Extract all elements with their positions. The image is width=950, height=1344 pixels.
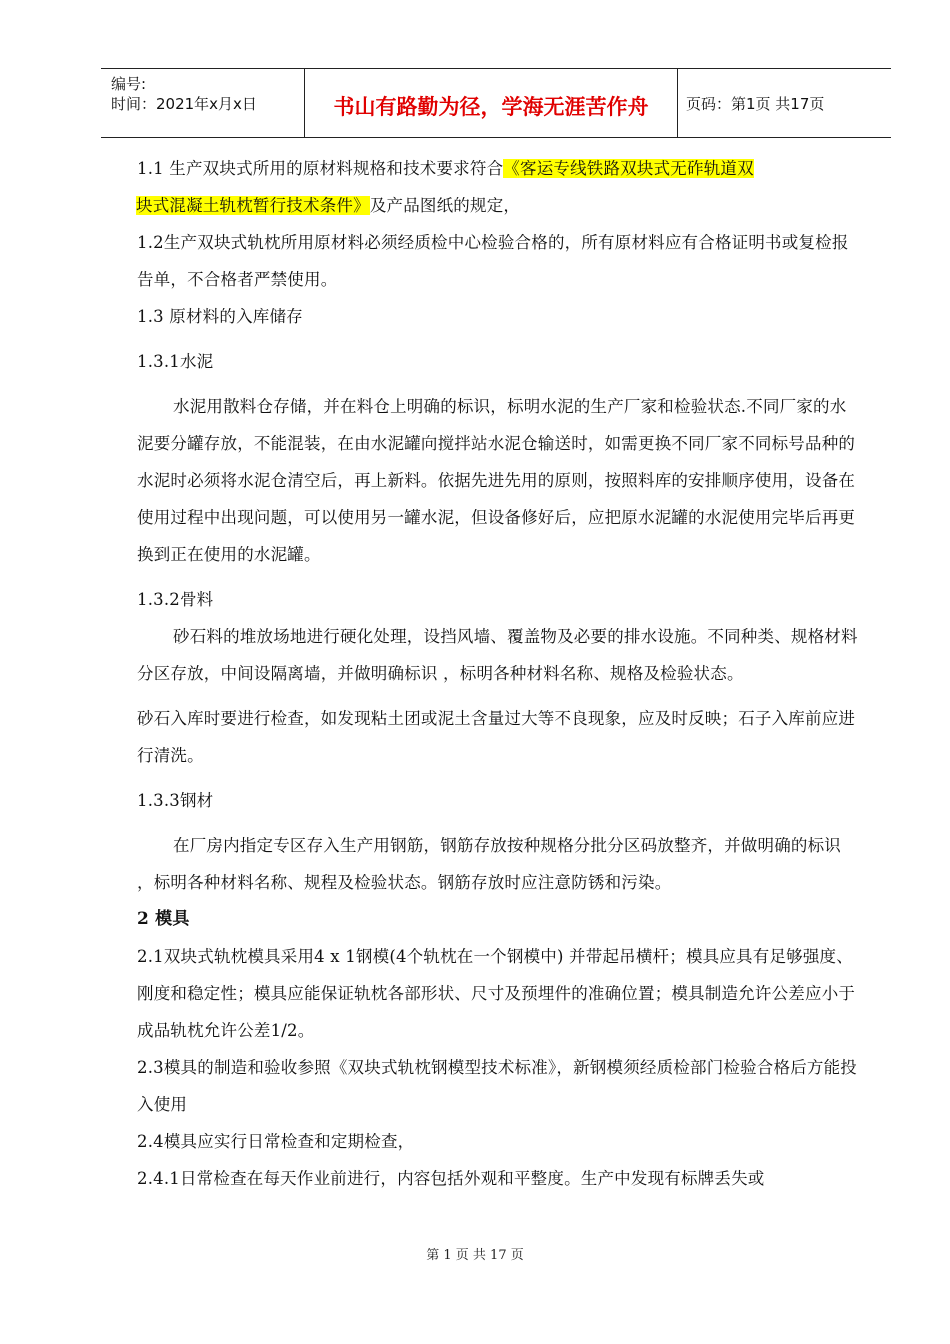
- page-footer: 第 1 页 共 17 页: [426, 1248, 524, 1263]
- header-page-cell: [678, 69, 891, 137]
- paragraph-sand-inspection: 砂石入库时要进行检查，如发现粘土团或泥土含量过大等不良现象，应及时反映；石子入库前应进行清洗。: [137, 709, 856, 765]
- paragraph-1-1-cont: 块式混凝土轨枕暂行技术条件》及产品图纸的规定，: [136, 196, 521, 215]
- header-meta-cell: [101, 69, 305, 137]
- section-1-3-2: 1.3.2骨料: [137, 590, 214, 609]
- paragraph-2-3: 2.3模具的制造和验收参照《双块式轨枕钢模型技术标准》，新钢模须经质检部门检验合格后方能投入使用: [137, 1058, 857, 1114]
- highlighted-standard-title-cont: 块式混凝土轨枕暂行技术条件》: [136, 196, 370, 215]
- document-body: [137, 150, 861, 1197]
- header-motto-cell: [305, 69, 678, 137]
- section-1-3: 1.3 原材料的入库储存: [137, 307, 303, 326]
- paragraph-2-4: 2.4模具应实行日常检查和定期检查，: [137, 1132, 415, 1151]
- paragraph-steel: 在厂房内指定专区存入生产用钢筋，钢筋存放按种规格分批分区码放整齐，并做明确的标识 ，标明各种材料名称、规程及检验状态。钢筋存放时应注意防锈和污染。: [137, 836, 841, 892]
- time-label: 时间：2021年x月x日: [111, 95, 257, 113]
- section-1-3-3: 1.3.3钢材: [137, 791, 214, 810]
- page-label: 页码：第1页 共17页: [686, 95, 825, 113]
- document-header: [101, 68, 891, 138]
- paragraph-2-4-1: 2.4.1日常检查在每天作业前进行，内容包括外观和平整度。生产中发现有标牌丢失或: [137, 1169, 765, 1188]
- paragraph-1-2: 1.2生产双块式轨枕所用原材料必须经质检中心检验合格的，所有原材料应有合格证明书或复检报告单，不合格者严禁使用。: [137, 233, 849, 289]
- number-label: 编号:: [111, 75, 147, 93]
- section-1-3-1: 1.3.1水泥: [137, 352, 214, 371]
- highlighted-standard-title: 《客运专线铁路双块式无砟轨道双: [503, 159, 754, 178]
- paragraph-1-1: 1.1 生产双块式所用的原材料规格和技术要求符合《客运专线铁路双块式无砟轨道双: [137, 159, 754, 178]
- paragraph-cement: 水泥用散料仓存储，并在料仓上明确的标识，标明水泥的生产厂家和检验状态.不同厂家的水泥要分罐存放，不能混装，在由水泥罐向搅拌站水泥仓输送时，如需更换不同厂家不同标号品种的水泥时必须将水泥仓清空后，再上新料。依据先进先用的原则，按照料库的安排顺序使用，设备在使用过程中出现问题，可以使用另一罐水泥，但设备修好后，应把原水泥罐的水泥使用完毕后再更换到正在使用的水泥罐。: [137, 397, 856, 564]
- section-2-heading: 2 模具: [137, 909, 190, 929]
- motto-text: 书山有路勤为径，学海无涯苦作舟: [333, 95, 649, 119]
- paragraph-aggregate: 砂石料的堆放场地进行硬化处理，设挡风墙、覆盖物及必要的排水设施。不同种类、规格材料分区存放，中间设隔离墙，并做明确标识 ，标明各种材料名称、规格及检验状态。: [137, 627, 858, 683]
- paragraph-2-1: 2.1双块式轨枕模具采用4 x 1钢模(4个轨枕在一个钢模中) 并带起吊横杆；模具应具有足够强度、刚度和稳定性；模具应能保证轨枕各部形状、尺寸及预埋件的准确位置；模具制造允许公差应小于成品轨枕允许公差1/2。: [137, 947, 856, 1040]
